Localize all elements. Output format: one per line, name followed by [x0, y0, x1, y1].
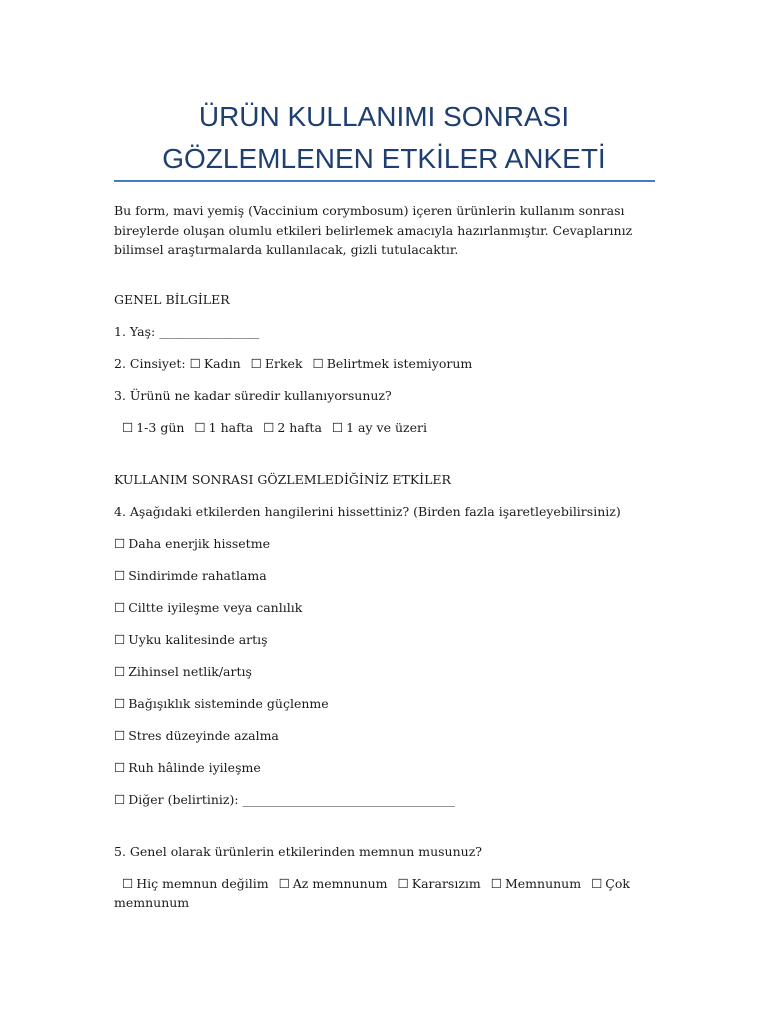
- intro-paragraph: Bu form, mavi yemiş (Vaccinium corymbosum) içeren ürünlerin kullanım sonrası bireylerde oluşan olumlu etkileri belirlemek amacıyla hazırlanmıştır. Cevaplarınız bilimsel araştırmalarda kullanılacak, gizli tutulacaktır.: [114, 203, 633, 257]
- satisfaction-option-undecided[interactable]: ☐ Kararsızım: [397, 876, 481, 891]
- checkbox-icon[interactable]: ☐: [114, 760, 126, 775]
- effect-option-other[interactable]: ☐ Diğer (belirtiniz): __________________________________: [114, 792, 456, 807]
- checkbox-icon[interactable]: ☐: [114, 792, 126, 807]
- checkbox-icon[interactable]: ☐: [331, 420, 344, 435]
- checkbox-icon[interactable]: ☐: [194, 420, 206, 435]
- checkbox-icon[interactable]: ☐: [114, 664, 126, 679]
- checkbox-icon[interactable]: ☐: [122, 420, 134, 435]
- checkbox-icon[interactable]: ☐: [490, 876, 502, 891]
- checkbox-icon[interactable]: ☐: [397, 876, 409, 891]
- duration-option-2-weeks[interactable]: ☐ 2 hafta: [263, 420, 322, 435]
- checkbox-icon[interactable]: ☐: [114, 696, 126, 711]
- effect-option[interactable]: ☐ Zihinsel netlik/artış: [114, 664, 252, 679]
- question-usage-duration: 3. Ürünü ne kadar süredir kullanıyorsunuz?: [114, 388, 392, 403]
- section-general-info-heading: GENEL BİLGİLER: [114, 292, 230, 307]
- checkbox-icon[interactable]: ☐: [189, 356, 201, 371]
- section-effects-heading: KULLANIM SONRASI GÖZLEMLEDİĞİNİZ ETKİLER: [114, 472, 451, 487]
- page-title: [114, 96, 654, 180]
- satisfaction-option-not-at-all[interactable]: ☐ Hiç memnun değilim: [122, 876, 269, 891]
- checkbox-icon[interactable]: ☐: [263, 420, 275, 435]
- satisfaction-options: [114, 874, 634, 912]
- checkbox-icon[interactable]: ☐: [114, 568, 126, 583]
- question-gender-label: 2. Cinsiyet:: [114, 356, 186, 371]
- duration-option-1-week[interactable]: ☐ 1 hafta: [194, 420, 254, 435]
- effect-option[interactable]: ☐ Sindirimde rahatlama: [114, 568, 267, 583]
- usage-duration-options: [122, 418, 427, 437]
- question-gender: [114, 354, 472, 373]
- title-line-1: ÜRÜN KULLANIMI SONRASI: [198, 101, 570, 132]
- checkbox-icon[interactable]: ☐: [114, 536, 126, 551]
- effect-option[interactable]: ☐ Ruh hâlinde iyileşme: [114, 760, 261, 775]
- question-satisfaction: 5. Genel olarak ürünlerin etkilerinden memnun musunuz?: [114, 844, 482, 859]
- effect-option[interactable]: ☐ Bağışıklık sisteminde güçlenme: [114, 696, 329, 711]
- duration-option-1-3-days[interactable]: ☐ 1-3 gün: [122, 420, 185, 435]
- gender-option-prefer-not[interactable]: ☐ Belirtmek istemiyorum: [312, 356, 473, 371]
- effect-option[interactable]: ☐ Stres düzeyinde azalma: [114, 728, 279, 743]
- effect-option[interactable]: ☐ Ciltte iyileşme veya canlılık: [114, 600, 303, 615]
- checkbox-icon[interactable]: ☐: [250, 356, 262, 371]
- satisfaction-option-very-satisfied[interactable]: ☐ Çok memnunum: [114, 876, 630, 910]
- checkbox-icon[interactable]: ☐: [122, 876, 134, 891]
- checkbox-icon[interactable]: ☐: [278, 876, 290, 891]
- gender-option-male[interactable]: ☐ Erkek: [250, 356, 303, 371]
- question-age: 1. Yaş: ________________: [114, 324, 260, 339]
- checkbox-icon[interactable]: ☐: [114, 728, 126, 743]
- title-line-2: GÖZLEMLENEN ETKİLER ANKETİ: [162, 143, 606, 174]
- checkbox-icon[interactable]: ☐: [114, 600, 126, 615]
- gender-option-female[interactable]: ☐ Kadın: [189, 356, 241, 371]
- effect-option[interactable]: ☐ Daha enerjik hissetme: [114, 536, 270, 551]
- title-underline: [114, 180, 655, 182]
- duration-option-1-month-plus[interactable]: ☐ 1 ay ve üzeri: [331, 420, 427, 435]
- satisfaction-option-slightly[interactable]: ☐ Az memnunum: [278, 876, 388, 891]
- effect-option[interactable]: ☐ Uyku kalitesinde artış: [114, 632, 268, 647]
- checkbox-icon[interactable]: ☐: [312, 356, 324, 371]
- checkbox-icon[interactable]: ☐: [114, 632, 126, 647]
- satisfaction-option-satisfied[interactable]: ☐ Memnunum: [490, 876, 582, 891]
- question-effects: 4. Aşağıdaki etkilerden hangilerini hissettiniz? (Birden fazla işaretleyebilirsiniz): [114, 504, 621, 519]
- checkbox-icon[interactable]: ☐: [591, 876, 603, 891]
